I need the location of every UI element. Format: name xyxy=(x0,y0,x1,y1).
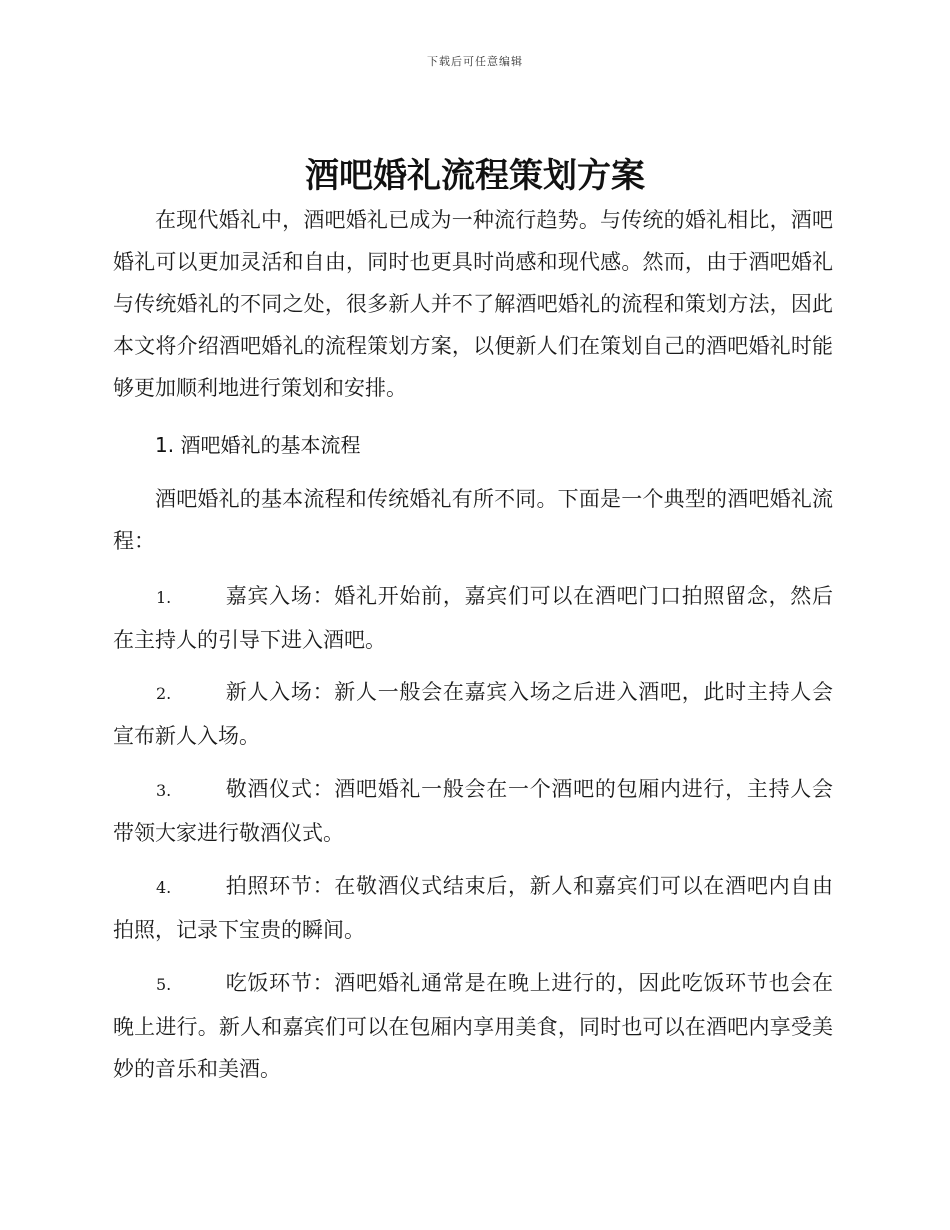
list-item-text: 敬酒仪式：酒吧婚礼一般会在一个酒吧的包厢内进行，主持人会带领大家进行敬酒仪式。 xyxy=(113,777,833,845)
list-item-number: 4. xyxy=(156,878,172,897)
page-header-note: 下载后可任意编辑 xyxy=(427,55,523,68)
list-item-number: 2. xyxy=(156,684,172,703)
list-item-text: 拍照环节：在敬酒仪式结束后，新人和嘉宾们可以在酒吧内自由拍照，记录下宝贵的瞬间。 xyxy=(113,874,833,942)
list-item-number: 1. xyxy=(156,588,172,607)
list-item xyxy=(113,671,833,757)
list-item xyxy=(113,768,833,854)
list-item xyxy=(113,575,833,661)
list-item-number: 3. xyxy=(156,781,172,800)
section-lead-paragraph: 酒吧婚礼的基本流程和传统婚礼有所不同。下面是一个典型的酒吧婚礼流程： xyxy=(113,487,833,553)
list-item xyxy=(113,865,833,951)
list-item-text: 新人入场：新人一般会在嘉宾入场之后进入酒吧，此时主持人会宣布新人入场。 xyxy=(113,680,833,748)
section-heading: 1. 酒吧婚礼的基本流程 xyxy=(155,433,361,457)
list-item-text: 嘉宾入场：婚礼开始前，嘉宾们可以在酒吧门口拍照留念，然后在主持人的引导下进入酒吧。 xyxy=(113,584,833,652)
list-item-text: 吃饭环节：酒吧婚礼通常是在晚上进行的，因此吃饭环节也会在晚上进行。新人和嘉宾们可以在包厢内享用美食，同时也可以在酒吧内享受美妙的音乐和美酒。 xyxy=(113,971,833,1081)
intro-paragraph: 在现代婚礼中，酒吧婚礼已成为一种流行趋势。与传统的婚礼相比，酒吧婚礼可以更加灵活和自由，同时也更具时尚感和现代感。然而，由于酒吧婚礼与传统婚礼的不同之处，很多新人并不了解酒吧婚礼的流程和策划方法，因此本文将介绍酒吧婚礼的流程策划方案，以便新人们在策划自己的酒吧婚礼时能够更加顺利地进行策划和安排。 xyxy=(113,208,833,400)
list-item-number: 5. xyxy=(156,975,172,994)
document-title: 酒吧婚礼流程策划方案 xyxy=(305,156,645,196)
list-item xyxy=(113,962,833,1090)
